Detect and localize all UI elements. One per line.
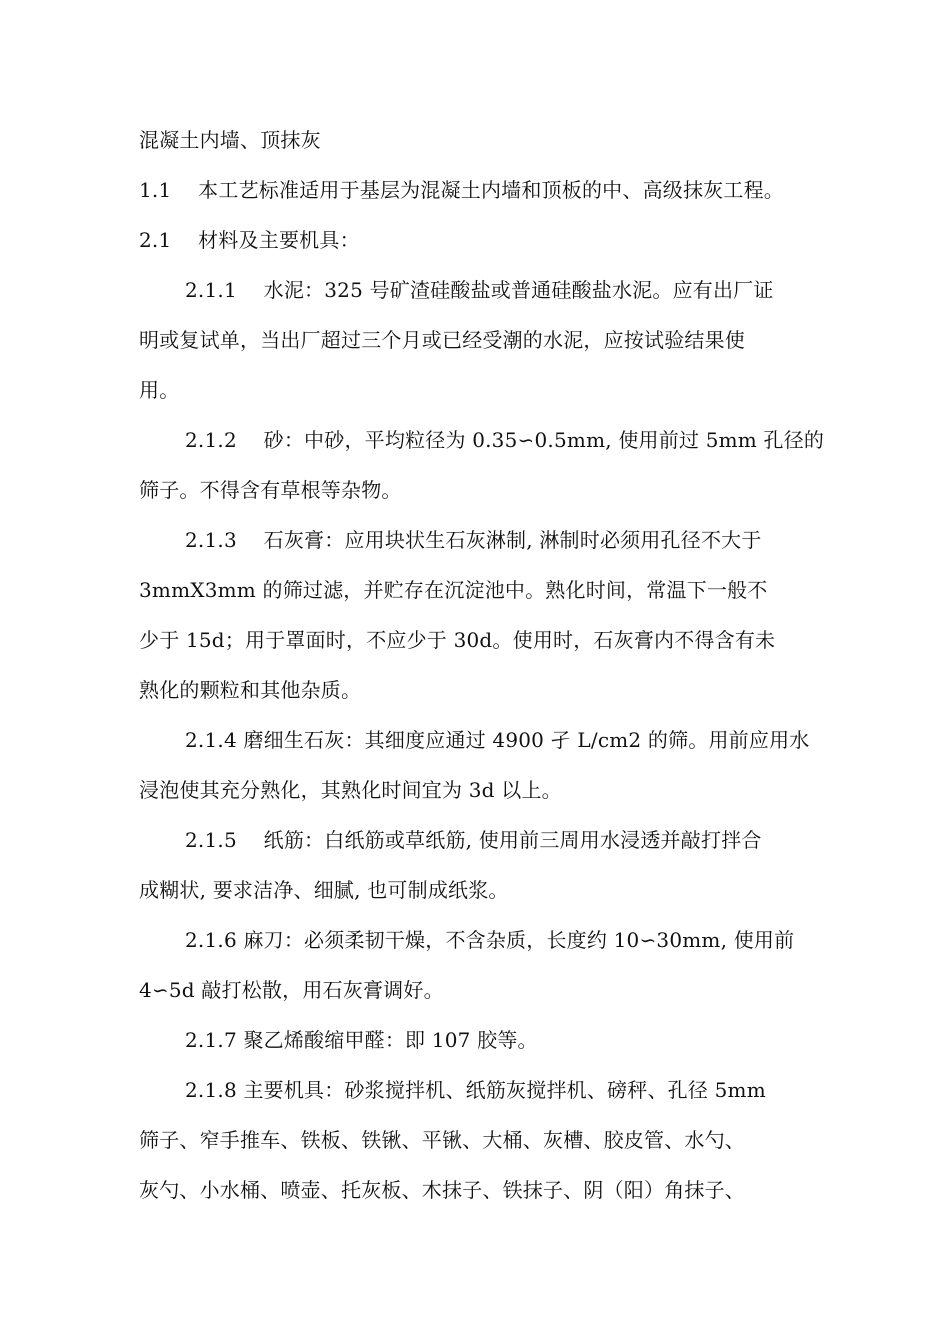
item-2-1-2-line-2: 筛子。不得含有草根等杂物。 xyxy=(139,478,402,502)
item-2-1-1-line-1: 2.1.1 水泥：325 号矿渣硅酸盐或普通硅酸盐水泥。应有出厂证 xyxy=(185,278,774,302)
item-2-1-8-line-1: 2.1.8 主要机具：砂浆搅拌机、纸筋灰搅拌机、磅秤、孔径 5mm xyxy=(185,1078,766,1102)
document-title: 混凝土内墙、顶抹灰 xyxy=(139,128,321,152)
item-2-1-5-line-1: 2.1.5 纸筋：白纸筋或草纸筋, 使用前三周用水浸透并敲打拌合 xyxy=(185,828,762,852)
item-2-1-3-line-2: 3mmX3mm 的筛过滤，并贮存在沉淀池中。熟化时间，常温下一般不 xyxy=(139,578,768,602)
item-2-1-4-line-1: 2.1.4 磨细生石灰：其细度应通过 4900 孑 L/cm2 的筛。用前应用水 xyxy=(185,728,810,752)
item-2-1-7-line-1: 2.1.7 聚乙烯酸缩甲醛：即 107 胶等。 xyxy=(185,1028,538,1052)
item-2-1-3-line-3: 少于 15d；用于罩面时，不应少于 30d。使用时，石灰膏内不得含有未 xyxy=(139,628,776,652)
item-2-1-2-line-1: 2.1.2 砂：中砂，平均粒径为 0.35∽0.5mm, 使用前过 5mm 孔径的 xyxy=(185,428,825,452)
item-2-1-8-line-3: 灰勺、小水桶、喷壶、托灰板、木抹子、铁抹子、阴（阳）角抹子、 xyxy=(139,1178,745,1202)
section-1-1-line: 1.1 本工艺标准适用于基层为混凝土内墙和顶板的中、高级抹灰工程。 xyxy=(139,178,784,202)
item-2-1-1-line-2: 明或复试单，当出厂超过三个月或已经受潮的水泥，应按试验结果使 xyxy=(139,328,745,352)
item-2-1-6-line-2: 4∽5d 敲打松散，用石灰膏调好。 xyxy=(139,978,444,1002)
item-2-1-6-line-1: 2.1.6 麻刀：必须柔韧干燥，不含杂质，长度约 10∽30mm, 使用前 xyxy=(185,928,795,952)
item-2-1-8-line-2: 筛子、窄手推车、铁板、铁锹、平锹、大桶、灰槽、胶皮管、水勺、 xyxy=(139,1128,745,1152)
section-2-1-heading: 2.1 材料及主要机具： xyxy=(139,228,360,252)
item-2-1-3-line-4: 熟化的颗粒和其他杂质。 xyxy=(139,678,362,702)
item-2-1-4-line-2: 浸泡使其充分熟化，其熟化时间宜为 3d 以上。 xyxy=(139,778,562,802)
item-2-1-3-line-1: 2.1.3 石灰膏：应用块状生石灰淋制, 淋制时必须用孔径不大于 xyxy=(185,528,762,552)
item-2-1-1-line-3: 用。 xyxy=(139,378,180,402)
item-2-1-5-line-2: 成糊状, 要求洁净、细腻, 也可制成纸浆。 xyxy=(139,878,509,902)
